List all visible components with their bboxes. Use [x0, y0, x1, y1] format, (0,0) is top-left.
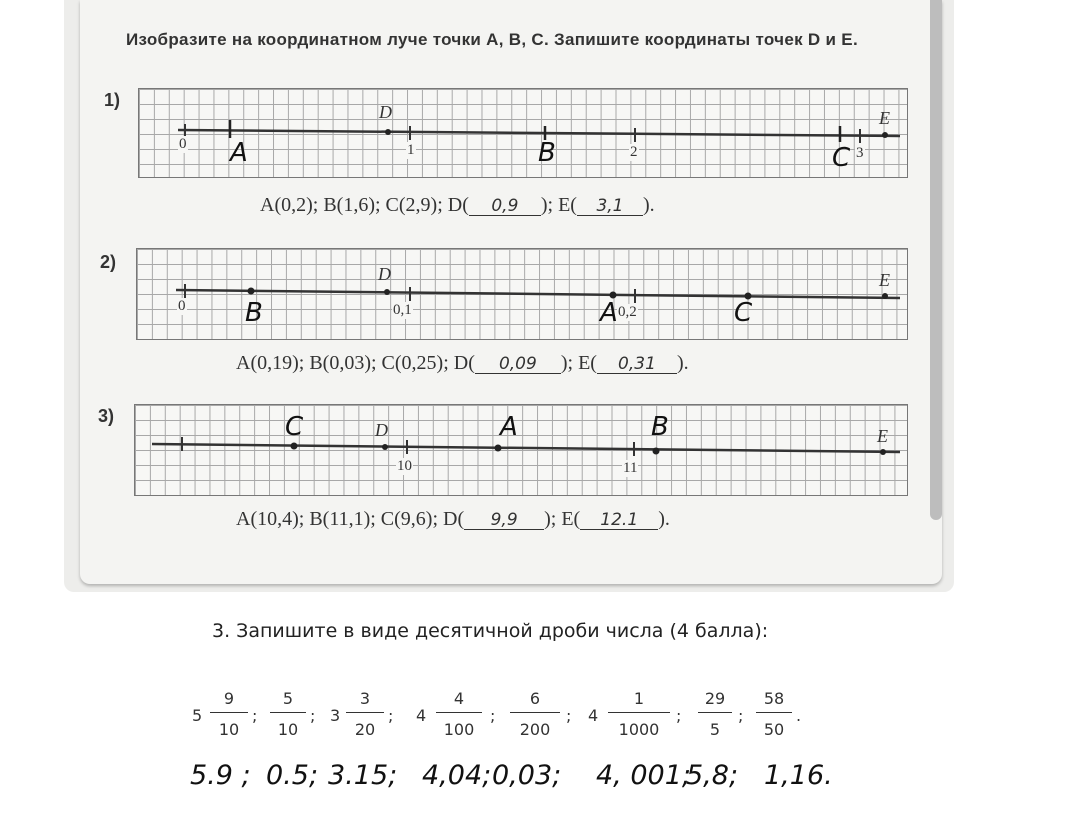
suffix: ).	[642, 194, 655, 216]
handwritten-point-c: C	[285, 412, 304, 442]
suffix: ).	[658, 508, 670, 530]
point-label-d: D	[375, 420, 388, 440]
e-answer-field[interactable]: 0,31	[597, 355, 677, 374]
d-prefix: D(	[443, 508, 465, 530]
tick-label: 0,1	[393, 302, 412, 318]
d-answer-field[interactable]: 0,09	[475, 355, 561, 374]
fraction-separator: ;	[738, 706, 744, 725]
d-answer-field[interactable]: 9,9	[464, 511, 544, 530]
fraction-separator: ;	[676, 706, 682, 725]
point-label-e: E	[877, 426, 888, 446]
tick-label: 2	[630, 144, 638, 160]
point-label-e: E	[879, 108, 890, 128]
point-e	[882, 293, 888, 299]
point-label-d: D	[378, 264, 391, 284]
coordinate-ray	[176, 290, 900, 298]
tick-label: 10	[397, 458, 412, 474]
d-answer-field[interactable]: 0,9	[469, 197, 541, 216]
point-e	[880, 449, 886, 455]
tick-label: 11	[623, 460, 638, 476]
tick-label: 1	[407, 142, 415, 158]
answer-line	[236, 352, 689, 375]
e-answer-field[interactable]: 3,1	[577, 197, 643, 216]
answer-line	[236, 508, 670, 531]
tick-label: 0	[179, 136, 187, 152]
suffix: ).	[676, 352, 689, 374]
decimal-answer: 5,8;	[686, 760, 739, 791]
fraction: 3 20	[346, 686, 384, 741]
point-d	[384, 289, 390, 295]
fraction-whole: 4	[416, 706, 427, 725]
point-c-mark	[291, 443, 298, 450]
decimal-answer: 4, 001;	[596, 760, 691, 791]
handwritten-point-b: B	[651, 412, 669, 442]
given-points: A(0,2); B(1,6); C(2,9);	[260, 194, 443, 216]
handwritten-point-b: B	[538, 138, 556, 168]
point-b-mark	[248, 288, 255, 295]
point-d	[385, 129, 391, 135]
fraction-separator: ;	[310, 706, 316, 725]
number-line	[134, 404, 908, 496]
decimal-answer: 1,16.	[764, 760, 833, 791]
number-line	[138, 88, 908, 178]
point-d	[382, 444, 388, 450]
decimal-answer: 5.9 ;	[190, 760, 251, 791]
point-label-d: D	[379, 102, 392, 122]
answer-line	[260, 194, 655, 217]
handwritten-point-a: A	[500, 412, 518, 442]
mid-text: ); E(	[540, 194, 577, 216]
handwritten-point-c: C	[832, 143, 851, 173]
task3-title: 3. Запишите в виде десятичной дроби числа (4 балла):	[212, 620, 769, 642]
tick-label: 0	[178, 298, 186, 314]
mid-text: ); E(	[544, 508, 581, 530]
decimal-answer: 4,04;	[422, 760, 492, 791]
fraction: 5 10	[270, 686, 306, 741]
d-prefix: D(	[447, 194, 469, 216]
fraction-whole: 5	[192, 706, 203, 725]
coordinate-ray	[152, 444, 900, 452]
fraction: 1 1000	[608, 686, 670, 741]
problem-number: 3)	[98, 406, 115, 426]
d-prefix: D(	[453, 352, 475, 374]
fraction: 9 10	[210, 686, 248, 741]
fraction-separator: ;	[252, 706, 258, 725]
problem-number: 2)	[100, 252, 117, 272]
mid-text: ); E(	[560, 352, 597, 374]
task2-heading: Изобразите на координатном луче точки A, B, C. Запишите координаты точек D и E.	[126, 30, 858, 49]
point-b-mark	[653, 448, 660, 455]
fraction-separator: ;	[388, 706, 394, 725]
handwritten-point-c: C	[734, 298, 753, 328]
point-e	[882, 132, 888, 138]
tick-label: 3	[856, 145, 864, 161]
decimal-answer: 0,03;	[492, 760, 562, 791]
tick-label: 0,2	[618, 304, 637, 320]
fraction-separator: .	[796, 706, 802, 725]
handwritten-point-a: A	[230, 138, 248, 168]
given-points: A(10,4); B(11,1); C(9,6);	[236, 508, 439, 530]
fraction: 6 200	[510, 686, 560, 741]
point-label-e: E	[879, 270, 890, 290]
fraction-whole: 4	[588, 706, 599, 725]
e-answer-field[interactable]: 12.1	[580, 511, 658, 530]
handwritten-point-b: B	[245, 298, 263, 328]
problem-number: 1)	[104, 90, 121, 110]
fraction: 58 50	[756, 686, 792, 741]
fraction-separator: ;	[490, 706, 496, 725]
given-points: A(0,19); B(0,03); C(0,25);	[236, 352, 449, 374]
fraction: 4 100	[436, 686, 482, 741]
decimal-answer: 3.15;	[328, 760, 398, 791]
fraction-separator: ;	[566, 706, 572, 725]
decimal-answer: 0.5;	[266, 760, 319, 791]
scrollbar[interactable]	[930, 0, 942, 520]
coordinate-ray	[178, 130, 900, 136]
fraction-whole: 3	[330, 706, 341, 725]
handwritten-point-a: A	[600, 298, 618, 328]
point-a-mark	[495, 445, 502, 452]
fraction: 29 5	[698, 686, 732, 741]
